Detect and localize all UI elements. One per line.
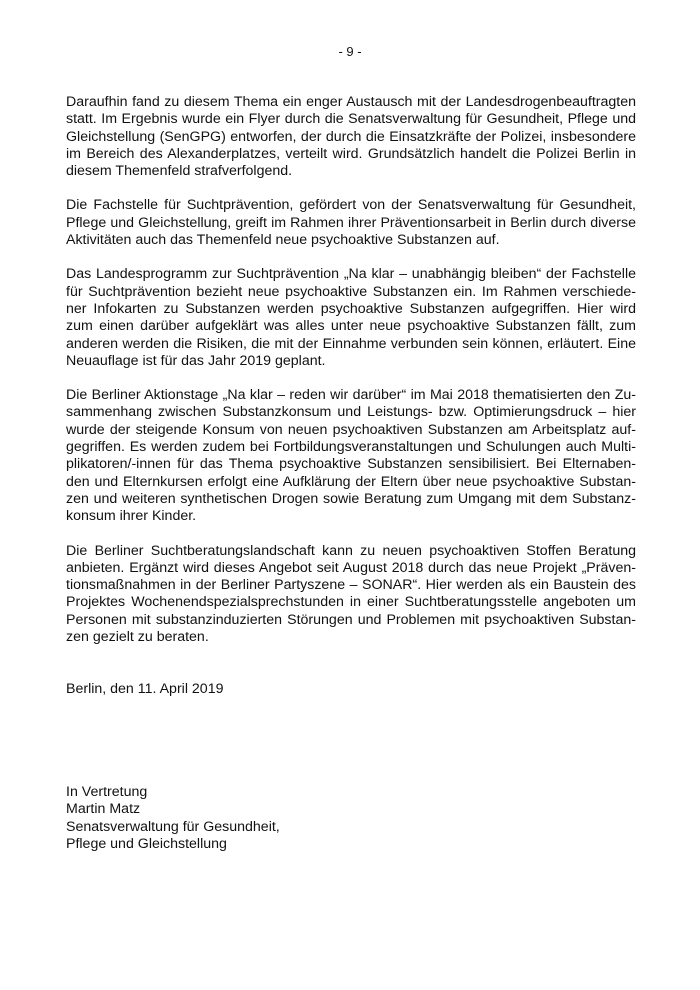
signature-line-department: Senatsverwaltung für Gesundheit, — [66, 818, 280, 835]
paragraph-4: Die Berliner Aktionstage „Na klar – reden wir darüber“ im Mai 2018 thematisierten den Zusammenhang zwischen Substanzkonsum und Leistungs- bzw. Optimierungsdruck – hier wurde der steigende Konsum von neuen psychoaktiven Substanzen am Arbeitsplatz aufgegriffen. Es werden zudem bei Fortbildungsveranstaltungen und Schulungen auch Multiplikatoren/-innen für das Thema psychoaktive Substanzen sensibilisiert. Bei Elternabenden und Elternkursen erfolgt eine Aufklärung der Eltern über neue psychoaktive Substanzen und weiteren synthetischen Drogen sowie Beratung zum Umgang mit dem Substanzkonsum ihrer Kinder. — [66, 387, 636, 525]
paragraph-3: Das Landesprogramm zur Suchtprävention „Na klar – unabhängig bleiben“ der Fachstelle für Suchtprävention bezieht neue psychoaktive Substanzen ein. Im Rahmen verschiedener Infokarten zu Substanzen werden psychoaktive Substanzen aufgegriffen. Hier wird zum einen darüber aufgeklärt was alles unter neue psychoaktive Substanzen fällt, zum anderen werden die Risiken, die mit der Einnahme verbunden sein können, erläutert. Eine Neuauflage ist für das Jahr 2019 geplant. — [66, 266, 636, 369]
signature-line-name: Martin Matz — [66, 801, 141, 818]
paragraph-2: Die Fachstelle für Suchtprävention, gefördert von der Senatsverwaltung für Gesundheit, Pflege und Gleichstellung, greift im Rahmen ihrer Präventionsarbeit in Berlin durch diverse Aktivitäten auch das Themenfeld neue psychoaktive Substanzen auf. — [66, 197, 636, 249]
signature-block — [66, 784, 280, 853]
paragraph-1: Daraufhin fand zu diesem Thema ein enger Austausch mit der Landesdrogenbeauftragten statt. Im Ergebnis wurde ein Flyer durch die Senatsverwaltung für Gesundheit, Pflege und Gleichstellung (SenGPG) entworfen, der durch die Einsatzkräfte der Polizei, insbesondere im Bereich des Alexanderplatzes, verteilt wird. Grundsätzlich handelt die Polizei Berlin in diesem Themenfeld strafverfolgend. — [66, 94, 636, 180]
signature-line-department-cont: Pflege und Gleichstellung — [66, 835, 227, 852]
place-date: Berlin, den 11. April 2019 — [66, 681, 224, 697]
document-body — [66, 94, 636, 663]
page-number: - 9 - — [338, 44, 362, 59]
paragraph-5: Die Berliner Suchtberatungslandschaft kann zu neuen psychoaktiven Stoffen Beratung anbieten. Ergänzt wird dieses Angebot seit August 2018 durch das neue Projekt „Präventionsmaßnahmen in der Berliner Partyszene – SONAR“. Hier werden als ein Baustein des Projektes Wochenendspezialsprechstunden in einer Suchtberatungsstelle angeboten um Personen mit substanzinduzierten Störungen und Problemen mit psychoaktiven Substanzen gezielt zu beraten. — [66, 542, 636, 646]
signature-line-representation: In Vertretung — [66, 784, 148, 800]
